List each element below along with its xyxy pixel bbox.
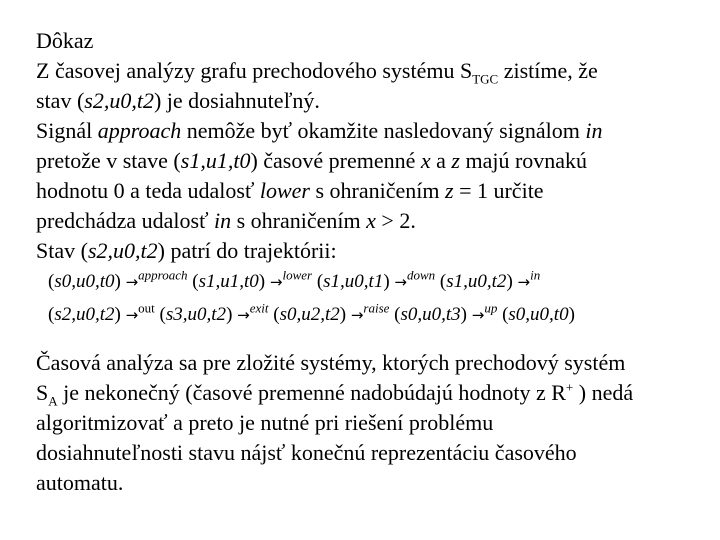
text: predchádza udalosť bbox=[36, 208, 214, 233]
transition-label: approach bbox=[138, 267, 188, 283]
superscript: + bbox=[565, 379, 574, 395]
text: = 1 určite bbox=[453, 178, 544, 203]
text: s ohraničením bbox=[309, 178, 446, 203]
arrow-icon: → bbox=[394, 273, 407, 291]
trajectory-state: s0,u0,t0 bbox=[508, 304, 569, 325]
paren: ) bbox=[460, 304, 467, 325]
text: ) je dosiahnuteľný. bbox=[153, 88, 320, 113]
transition-label: lower bbox=[282, 267, 313, 283]
text: zistíme, že bbox=[498, 58, 598, 83]
conclusion-line-4: dosiahnuteľnosti stavu nájsť konečnú reprezentáciu časového bbox=[36, 440, 577, 465]
paren: ( bbox=[316, 271, 324, 292]
proof-line-5 bbox=[36, 146, 696, 176]
paren: ) bbox=[506, 271, 513, 292]
arrow-icon: → bbox=[269, 273, 283, 291]
text: majú rovnakú bbox=[459, 148, 588, 173]
proof-line-2 bbox=[36, 56, 696, 86]
paren: ( bbox=[159, 304, 166, 325]
transition-label: raise bbox=[363, 300, 390, 316]
variable-text: x bbox=[366, 208, 376, 233]
paren: ( bbox=[48, 304, 55, 325]
trajectory-state: s1,u1,t0 bbox=[198, 271, 259, 292]
transition-label: in bbox=[530, 267, 541, 283]
text: ) patrí do trajektórii: bbox=[157, 238, 337, 263]
conclusion-line-3: algoritmizovať a preto je nutné pri riešení problému bbox=[36, 410, 494, 435]
proof-line-8 bbox=[36, 236, 696, 266]
transition-label: up bbox=[484, 300, 498, 316]
arrow-icon: → bbox=[125, 273, 139, 291]
trajectory-state: s0,u2,t2 bbox=[279, 304, 340, 325]
trajectory-state: s0,u0,t3 bbox=[400, 304, 461, 325]
arrow-icon: → bbox=[471, 306, 485, 324]
paren: ) bbox=[568, 304, 575, 325]
trajectory-row-1 bbox=[48, 267, 708, 294]
paren: ) bbox=[383, 271, 390, 292]
conclusion-line-5: automatu. bbox=[36, 470, 124, 495]
state-text: s2,u0,t2 bbox=[87, 238, 158, 263]
paren: ) bbox=[114, 271, 121, 292]
text: stav ( bbox=[36, 88, 85, 113]
signal-text: in bbox=[585, 118, 603, 143]
trajectory-state: s3,u0,t2 bbox=[165, 304, 227, 325]
paren: ) bbox=[226, 304, 233, 325]
conclusion-line-2 bbox=[36, 378, 706, 408]
text: hodnotu 0 a teda udalosť bbox=[36, 178, 260, 203]
proof-line-6 bbox=[36, 176, 696, 206]
conclusion-paragraph bbox=[36, 348, 706, 498]
text: nemôže byť okamžite nasledovaný signálom bbox=[181, 118, 586, 143]
text: ) časové premenné bbox=[250, 148, 421, 173]
variable-text: z bbox=[445, 178, 454, 203]
transition-label: down bbox=[407, 267, 436, 283]
arrow-icon: → bbox=[517, 273, 531, 291]
paren: ( bbox=[48, 271, 55, 292]
paren: ) bbox=[339, 304, 347, 325]
text: Z časovej analýzy grafu prechodového systému S bbox=[36, 58, 473, 83]
proof-paragraph bbox=[36, 26, 696, 266]
text: Stav ( bbox=[36, 238, 88, 263]
trajectory-row-2 bbox=[48, 300, 708, 327]
text: Signál bbox=[36, 118, 98, 143]
subscript: TGC bbox=[472, 71, 499, 87]
trajectory-state: s2,u0,t2 bbox=[54, 304, 115, 325]
trajectory-state: s1,u0,t1 bbox=[323, 271, 384, 292]
trajectory-state: s0,u0,t0 bbox=[54, 271, 115, 292]
proof-line-7 bbox=[36, 206, 696, 236]
text: je nekonečný (časové premenné nadobúdajú hodnoty z R bbox=[57, 380, 566, 405]
paren: ) bbox=[114, 304, 121, 325]
proof-heading: Dôkaz bbox=[36, 28, 94, 53]
transition-label: out bbox=[138, 300, 155, 316]
variable-text: x bbox=[420, 148, 431, 173]
paren: ( bbox=[394, 304, 401, 325]
event-text: lower bbox=[259, 178, 310, 203]
arrow-icon: → bbox=[237, 306, 250, 324]
text: > 2. bbox=[375, 208, 416, 233]
transition-label: exit bbox=[249, 300, 269, 316]
text: s ohraničením bbox=[231, 208, 367, 233]
paren: ( bbox=[439, 271, 447, 292]
variable-text: z bbox=[451, 148, 460, 173]
paren: ( bbox=[273, 304, 280, 325]
proof-line-4 bbox=[36, 116, 696, 146]
arrow-icon: → bbox=[350, 306, 364, 324]
text: a bbox=[430, 148, 452, 173]
paren: ( bbox=[192, 271, 199, 292]
trajectory-state: s1,u0,t2 bbox=[446, 271, 507, 292]
paren: ) bbox=[258, 271, 266, 292]
arrow-icon: → bbox=[125, 306, 139, 324]
subscript: A bbox=[48, 393, 58, 409]
event-text: in bbox=[214, 208, 232, 233]
text: S bbox=[36, 380, 49, 405]
conclusion-line-1: Časová analýza sa pre zložité systémy, ktorých prechodový systém bbox=[36, 350, 626, 375]
state-text: s1,u1,t0 bbox=[180, 148, 251, 173]
text: ) nedá bbox=[573, 380, 634, 405]
paren: ( bbox=[502, 304, 509, 325]
state-text: s2,u0,t2 bbox=[84, 88, 154, 113]
text: pretože v stave ( bbox=[36, 148, 181, 173]
proof-line-3 bbox=[36, 86, 696, 116]
signal-text: approach bbox=[97, 118, 182, 143]
